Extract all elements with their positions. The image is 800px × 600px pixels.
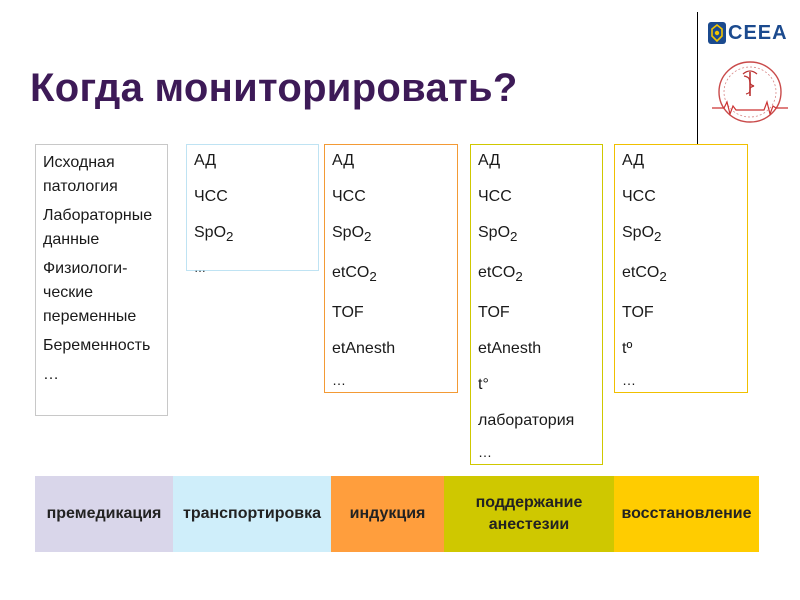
anesthesia-phase-bar xyxy=(35,476,759,552)
list-item: ЧСС xyxy=(332,188,366,205)
baseline-factors-box xyxy=(35,144,168,416)
ceea-logo xyxy=(708,21,788,45)
premedication-monitoring-box xyxy=(186,144,319,276)
list-item: t° xyxy=(478,376,489,394)
induction-monitoring-box xyxy=(324,144,458,393)
list-item: АД xyxy=(622,152,645,169)
list-item: … xyxy=(478,444,492,461)
list-item: etCO$_2$ xyxy=(622,264,667,285)
list-item: АД xyxy=(194,152,217,169)
list-item: Беременность xyxy=(43,337,151,354)
list-item: TOF xyxy=(622,304,654,322)
list-item: tº xyxy=(622,340,633,358)
list-item: АД xyxy=(332,152,355,169)
list-item: Исходная патология xyxy=(43,154,118,195)
ceea-logo-text: CEEA xyxy=(728,21,788,44)
list-item: лаборатория xyxy=(478,412,575,430)
list-item: Лабораторные данные xyxy=(43,207,153,248)
list-item: ЧСС xyxy=(478,188,512,205)
list-item: TOF xyxy=(332,304,364,322)
phase-transport: транспортировка xyxy=(173,476,331,552)
list-item: … xyxy=(194,261,206,276)
list-item: Физиологи- ческие переменные xyxy=(43,260,137,325)
header-divider xyxy=(697,12,698,148)
list-item: etAnesth xyxy=(478,340,542,358)
list-item: SpO$_2$ xyxy=(622,224,662,245)
list-item: АД xyxy=(478,152,501,169)
list-item: ЧСС xyxy=(194,188,228,205)
phase-premedication: премедикация xyxy=(35,476,173,552)
list-item: etAnesth xyxy=(332,340,396,358)
recovery-monitoring-box xyxy=(614,144,748,393)
phase-induction: индукция xyxy=(331,476,444,552)
university-seal-icon xyxy=(710,58,790,126)
list-item: etCO$_2$ xyxy=(332,264,377,285)
list-item: SpO$_2$ xyxy=(332,224,372,245)
phase-maintenance: поддержание анестезии xyxy=(444,476,614,552)
phase-recovery: восстановление xyxy=(614,476,759,552)
list-item: … xyxy=(332,372,346,389)
list-item: TOF xyxy=(478,304,510,322)
list-item: ЧСС xyxy=(622,188,656,205)
list-item: … xyxy=(43,366,59,383)
list-item: … xyxy=(622,372,636,389)
list-item: etCO$_2$ xyxy=(478,264,523,285)
maintenance-monitoring-box xyxy=(470,144,603,465)
ceea-emblem-icon xyxy=(708,22,726,44)
list-item: SpO$_2$ xyxy=(194,224,234,245)
slide-title: Когда мониторировать? xyxy=(30,66,518,110)
list-item: SpO$_2$ xyxy=(478,224,518,245)
